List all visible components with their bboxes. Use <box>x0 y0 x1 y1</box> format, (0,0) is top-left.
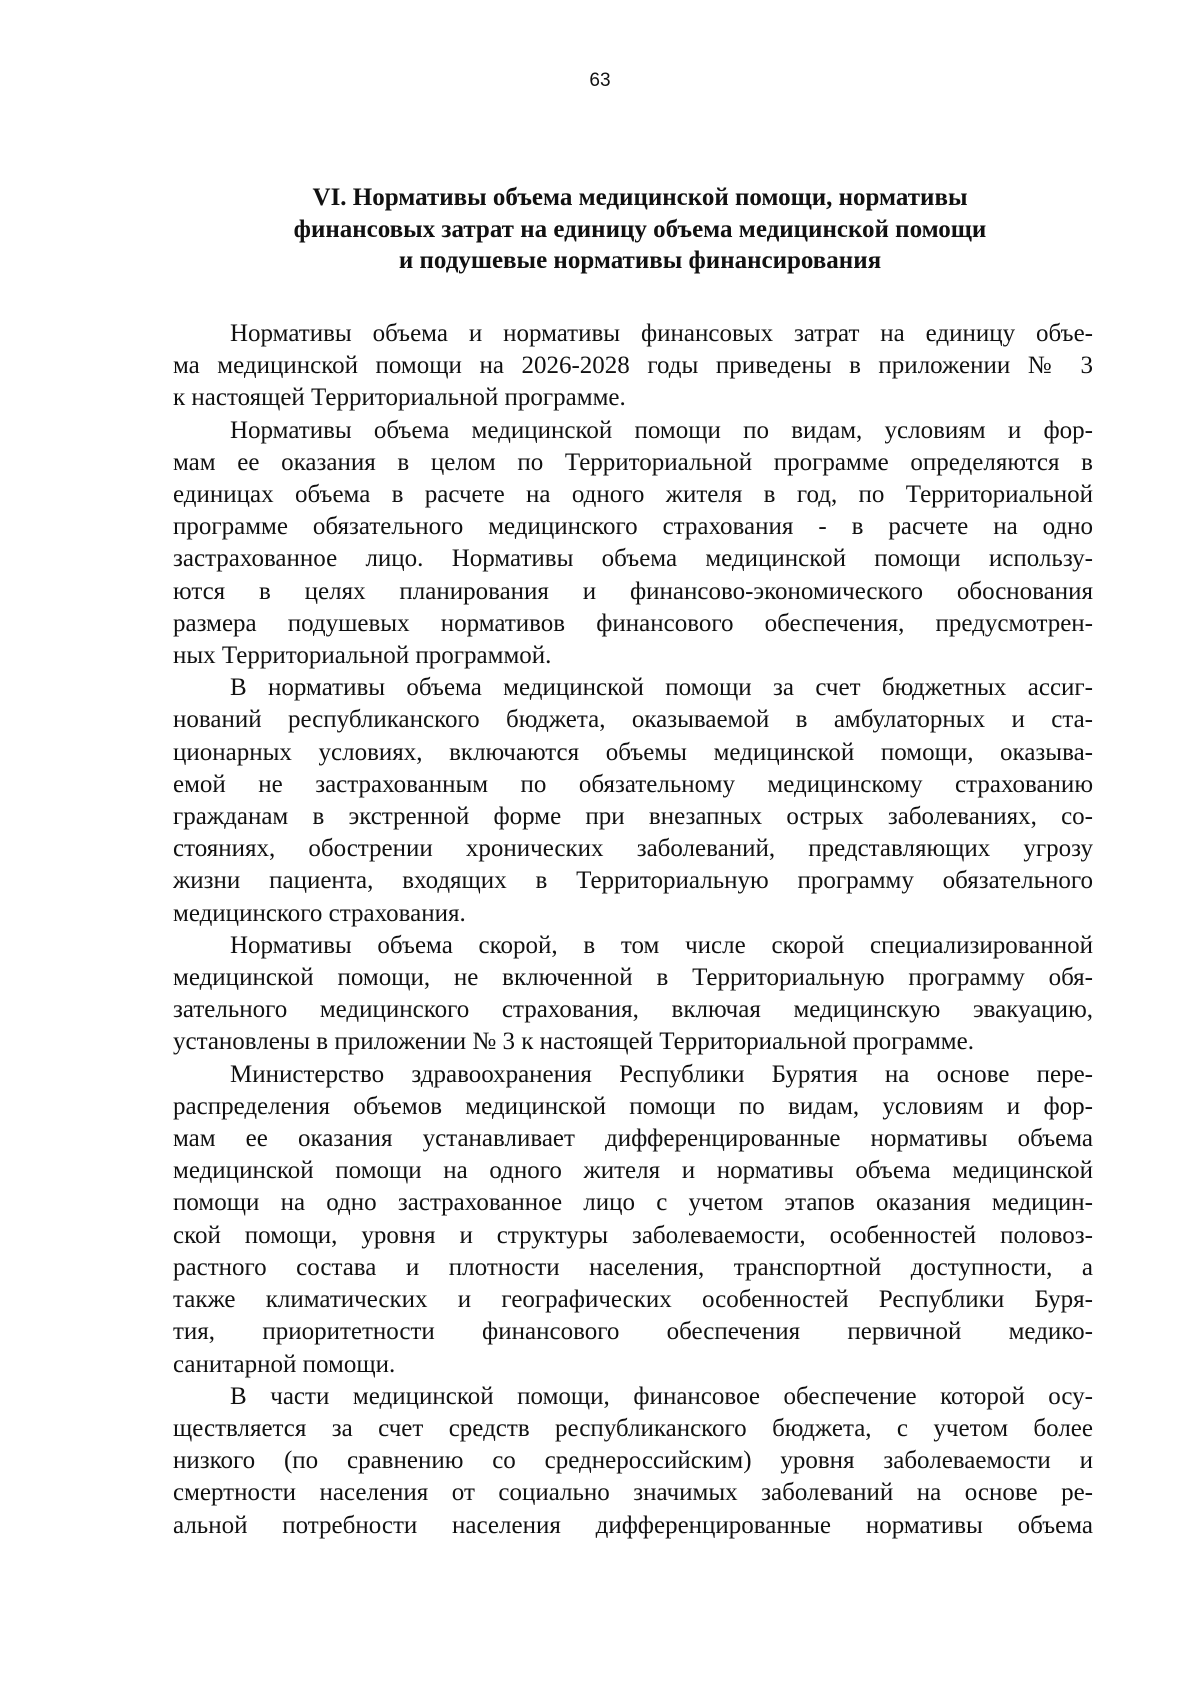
document-body <box>173 318 1093 1542</box>
paragraph-1 <box>173 318 1093 415</box>
text-line: В части медицинской помощи, финансовое обеспечение которой осу- <box>230 1382 1093 1410</box>
text-line: ской помощи, уровня и структуры заболеваемости, особенностей половоз- <box>173 1221 1093 1249</box>
text-line: ных Территориальной программой. <box>173 642 552 670</box>
text-line: альной потребности населения дифференцированные нормативы объема <box>173 1511 1093 1539</box>
heading-line: финансовых затрат на единицу объема медицинской помощи <box>293 215 987 243</box>
text-line: гражданам в экстренной форме при внезапных острых заболеваниях, со- <box>173 803 1093 831</box>
text-line: санитарной помощи. <box>173 1350 396 1378</box>
text-line: ются в целях планирования и финансово-экономического обоснования <box>173 577 1093 605</box>
text-line: мам ее оказания в целом по Территориальной программе определяются в <box>173 448 1093 476</box>
text-line: Нормативы объема и нормативы финансовых затрат на единицу объе- <box>230 320 1093 347</box>
text-line: Нормативы объема медицинской помощи по видам, условиям и фор- <box>230 416 1093 444</box>
text-line: смертности населения от социально значимых заболеваний на основе ре- <box>173 1479 1093 1507</box>
text-line: программе обязательного медицинского страхования - в расчете на одно <box>173 513 1093 541</box>
paragraph-3 <box>173 672 1093 930</box>
paragraph-2 <box>173 415 1093 673</box>
page-number: 63 <box>589 70 611 91</box>
text-line: емой не застрахованным по обязательному медицинскому страхованию <box>173 770 1093 798</box>
text-line: ществляется за счет средств республиканского бюджета, с учетом более <box>173 1414 1093 1442</box>
text-line: В нормативы объема медицинской помощи за счет бюджетных ассиг- <box>230 674 1093 702</box>
text-line: медицинской помощи на одного жителя и нормативы объема медицинской <box>173 1157 1093 1185</box>
text-line: зательного медицинского страхования, включая медицинскую эвакуацию, <box>173 996 1093 1024</box>
text-line: к настоящей Территориальной программе. <box>173 384 626 412</box>
text-line: размера подушевых нормативов финансового обеспечения, предусмотрен- <box>173 609 1093 637</box>
text-line: распределения объемов медицинской помощи по видам, условиям и фор- <box>173 1092 1093 1120</box>
text-line: установлены в приложении № 3 к настоящей Территориальной программе. <box>173 1028 974 1056</box>
section-heading <box>180 182 1100 277</box>
paragraph-5 <box>173 1059 1093 1381</box>
text-line: нований республиканского бюджета, оказываемой в амбулаторных и ста- <box>173 706 1093 734</box>
text-line: помощи на одно застрахованное лицо с учетом этапов оказания медицин- <box>173 1189 1093 1217</box>
paragraph-4 <box>173 930 1093 1059</box>
heading-line: VI. Нормативы объема медицинской помощи, нормативы <box>312 184 968 211</box>
text-line: тия, приоритетности финансового обеспечения первичной медико- <box>173 1318 1093 1346</box>
heading-line: и подушевые нормативы финансирования <box>398 247 882 274</box>
text-line: ма медицинской помощи на 2026-2028 годы приведены в приложении № 3 <box>173 352 1093 380</box>
text-line: Нормативы объема скорой, в том числе скорой специализированной <box>230 931 1093 959</box>
text-line: растного состава и плотности населения, транспортной доступности, а <box>173 1253 1093 1281</box>
text-line: ционарных условиях, включаются объемы медицинской помощи, оказыва- <box>173 738 1093 766</box>
text-line: единицах объема в расчете на одного жителя в год, по Территориальной <box>173 481 1093 509</box>
text-line: Министерство здравоохранения Республики Бурятия на основе пере- <box>230 1060 1093 1088</box>
text-line: также климатических и географических особенностей Республики Буря- <box>173 1286 1093 1314</box>
paragraph-6 <box>173 1381 1093 1542</box>
text-line: стояниях, обострении хронических заболеваний, представляющих угрозу <box>173 835 1093 863</box>
text-line: мам ее оказания устанавливает дифференцированные нормативы объема <box>173 1125 1093 1153</box>
text-line: медицинской помощи, не включенной в Территориальную программу обя- <box>173 964 1093 992</box>
text-line: низкого (по сравнению со среднероссийским) уровня заболеваемости и <box>173 1447 1093 1475</box>
text-line: медицинского страхования. <box>173 899 466 927</box>
text-line: застрахованное лицо. Нормативы объема медицинской помощи использу- <box>173 545 1093 573</box>
text-line: жизни пациента, входящих в Территориальную программу обязательного <box>173 867 1093 895</box>
